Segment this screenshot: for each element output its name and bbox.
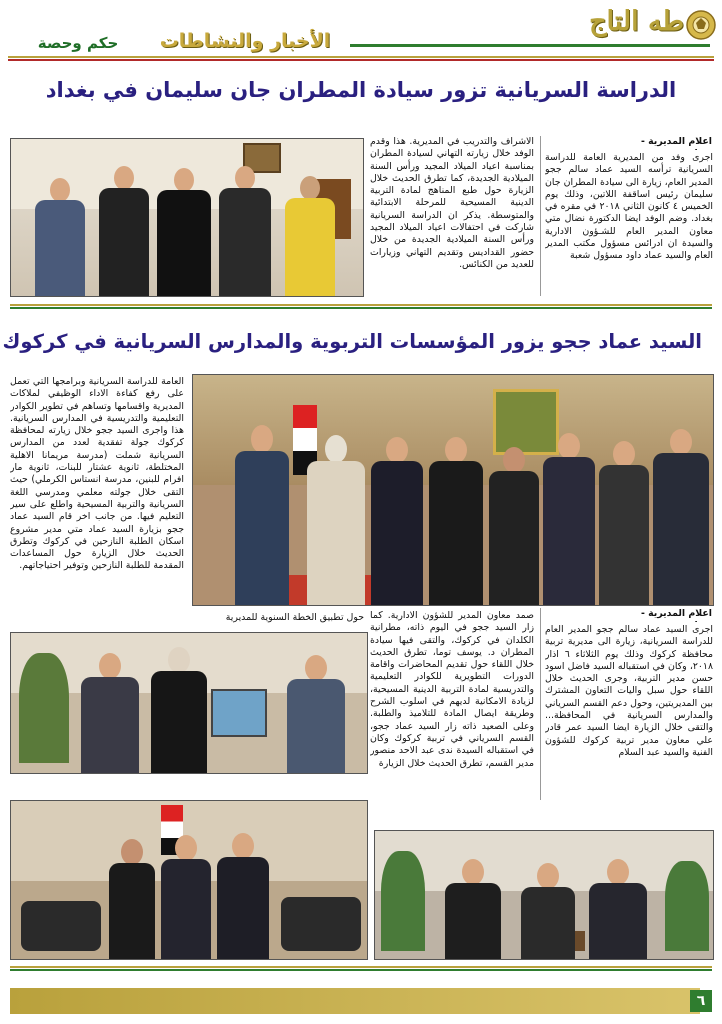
footer-bar	[10, 988, 700, 1014]
column-divider	[540, 608, 541, 800]
person	[35, 178, 85, 296]
photo-board	[211, 689, 267, 737]
logo-text: طه التاج	[589, 6, 684, 37]
person	[371, 437, 423, 605]
article2-col-mid-top-left: حول تطبيق الخطة السنوية للمديرية	[225, 612, 364, 623]
article1-title: الدراسة السريانية تزور سيادة المطران جان سليمان في بغداد	[45, 78, 677, 102]
column-divider	[540, 136, 541, 296]
person	[429, 437, 483, 605]
photo-seated-meeting	[374, 830, 714, 960]
person	[543, 433, 595, 605]
plant-icon	[381, 851, 425, 951]
person	[217, 833, 269, 959]
footer-stripe-green	[10, 969, 712, 971]
plant-icon	[665, 861, 709, 951]
photo-kirkuk-group	[192, 374, 714, 606]
person	[235, 425, 289, 605]
person	[99, 166, 149, 296]
plant-icon	[19, 653, 69, 763]
emblem-icon	[686, 10, 716, 40]
article1-body	[0, 118, 722, 298]
article1-col-left: الاشراف والتدريب في المديرية. هذا وقدم الوفد خلال زيارته التهاني لسيادة المطران بمناسبة اعياد الميلاد المجيد ورأس السنة الميلادية الجديدة، كما تطرق الحديث خلال الزيارة حول طبع المناهج لمادة التربية الدينية المسيحية للمرحلة الابتدائية والمتوسطة. يذكر ان الدراسة السريانية شاركت في احتفالات اعياد الميلاد المجيد ورأس السنة الميلادية الجديدة من خلال حضور القداديس وتقديم التهاني وزيارات للعديد من الكنائس.	[370, 136, 534, 270]
person	[161, 835, 211, 959]
person	[599, 441, 649, 605]
footer-stripe-gold	[10, 966, 712, 968]
masthead-rule-green	[350, 44, 710, 47]
article2-col-mid: صمد معاون المدير للشؤون الادارية. كما زار السيد ججو في اليوم ذاته، مطرانية الكلدان في كركوك، والتقى فيها سيادة المطران د. يوسف توما، تطرق الحديث خلال اللقاء حول تقديم المحاضرات واقامة الدورات التطويرية للكوادر التعليمية والتدريسية لمادة التربية الدينية المسيحية، لزيادة الامكانية لديهم في اسلوب الشرح وطريقة ايصال المادة للتلاميذ والطلبة. وعلى الصعيد ذاته زار السيد عماد ججو، القسم السرياني في تربية كركوك وكان في استقباله السيدة ندى عبد الاحد منصور مدير القسم، تطرق الحديث خلال الزيارة	[370, 610, 534, 769]
person	[157, 168, 211, 296]
person	[589, 859, 647, 959]
section-divider	[10, 304, 712, 306]
photo-archbishop-visit	[10, 138, 364, 297]
person	[219, 166, 271, 296]
masthead-rule-gold	[8, 56, 714, 58]
article2-title: السيد عماد ججو يزور المؤسسات التربوية والمدارس السريانية في كركوك	[2, 330, 702, 353]
person	[307, 435, 365, 605]
sofa	[281, 897, 361, 951]
section-label: الأخبار والنشاطات	[159, 30, 331, 52]
photo-chaldean-bishop	[10, 632, 368, 774]
person	[445, 859, 501, 959]
person	[521, 863, 575, 959]
person	[287, 655, 345, 773]
photo-office-meeting	[10, 800, 368, 960]
masthead-slogan: حكم وحصة	[37, 34, 119, 52]
person	[109, 839, 155, 959]
section-divider	[10, 307, 712, 309]
article2-col-top-left: العامة للدراسة السريانية وبرامجها التي تعمل على رفع كفاءة الاداء الوظيفي لملاكات المديرية واقسامها وتساهم في تطوير الكوادر التعليمية والتدريسية في المدارس السريانية. هذا واجرى السيد ججو خلال زيارته لمحافظة كركوك جولة تفقدية لعدد من المدارس السريانية شملت (مدرسة مريمانا الاهلية المختلطة، ثانوية عشتار للبنات، ثانوية مار افرام للبنين، مدرسة انستاس الكرملي) حيث التقى خلال جولته معلمي ومدرسي اللغة السريانية والتربية المسيحية واطلع على سير التعليم فيها. من جانب اخر قام السيد عماد ججو بزيارة السيد عماد متي مدير مشروع اسكان الطلبة النازحين في كركوك وتطرق الحديث خلال الزيارة حول المساعدات المقدمة للطلبة النازحين وتوفير احتياجاتهم.	[10, 376, 184, 572]
person	[151, 647, 207, 773]
article1-byline: اعلام المديرية -	[640, 136, 712, 147]
person	[653, 429, 709, 605]
masthead-rule-red	[8, 59, 714, 61]
article2-byline: اعلام المديرية -	[640, 608, 712, 619]
article1-col-right: اجرى وفد من المديرية العامة للدراسة السريانية ترأسه السيد عماد سالم ججو المدير العام، زيارة الى سيادة المطران جان سليمان رئيس اساقفة اللاتين، وذلك يوم الخميس ٤ كانون الثاني ٢٠١٨ في مقره في بغداد. وضم الوفد ايضا الدكتورة نضال متي معاون المدير العام للشـؤون الادارية والسيدة ان ادرائس مسؤول مكتب المدير العام والسيد عماد داود مسؤول شعبة	[545, 152, 713, 262]
person	[285, 176, 335, 296]
article2-col-right: اجرى السيد عماد سالم ججو المدير العام للدراسة السريانية، زيارة الى مديرية تربية محافظة كركوك وذلك يوم الثلاثاء ٦ اذار ٢٠١٨، وكان في استقباله السيد فاضل اسود حسن مدير التربية، وجرى الحديث خلال اللقاء حول سبل واليات التعاون المشترك بين المديريتين، وحول دعم القسم السرياني والمدارس السريانية في المحافظة... والتقى خلال الزيارة ايضا السيد عمر قادر علي معاون مدير تربية كركوك للشؤون الفنية والسيد عبد السلام	[545, 624, 713, 758]
sofa	[21, 901, 101, 951]
person	[489, 447, 539, 605]
masthead	[0, 0, 722, 64]
page-number: ٦	[690, 990, 712, 1012]
person	[81, 653, 139, 773]
